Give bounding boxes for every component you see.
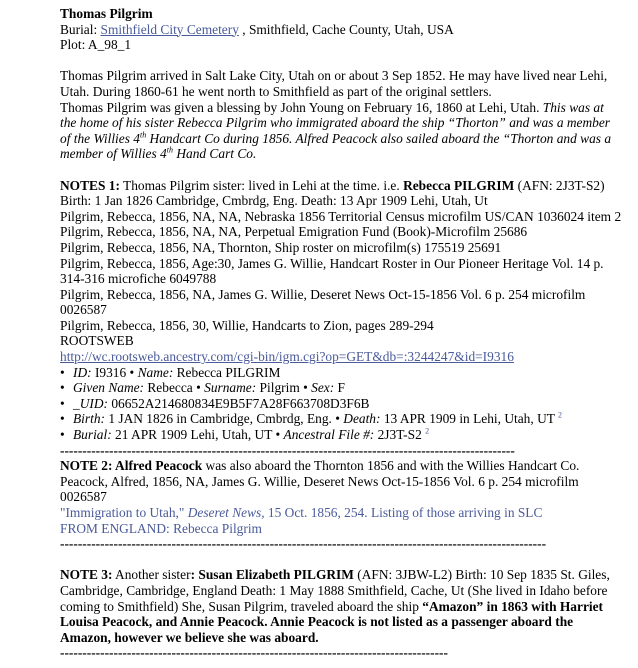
cemetery-link[interactable]: Smithfield City Cemetery: [100, 21, 239, 37]
field-label: Death:: [343, 411, 381, 427]
bio-text: member of Willies 4: [60, 146, 167, 162]
record-line: Pilgrim, Rebecca, 1856, NA, NA, Nebraska 1856 Territorial Census microfilm US/CAN 1036024 item 2: [60, 208, 622, 224]
record-line: Pilgrim, Rebecca, 1856, NA, Thornton, Ship roster on microfilm(s) 175519 25691: [60, 239, 502, 255]
field-label: Name:: [137, 364, 174, 380]
separator: ------------------------------------------------------------------------------------------------------: [60, 442, 515, 458]
bio-text: Thomas Pilgrim was given a blessing by John Young on February 16, 1860 at Lehi, Utah.: [60, 99, 543, 115]
note3-line: Amazon, however we believe she was aboard.: [60, 629, 319, 645]
note-name: : Susan Elizabeth PILGRIM: [190, 567, 354, 583]
rootsweb-link[interactable]: http://wc.rootsweb.ancestry.com/cgi-bin/igm.cgi?op=GET&db=:3244247&id=I9316: [60, 349, 514, 365]
record-line: 0026587: [60, 489, 107, 505]
citation-line: [60, 505, 630, 521]
note-text: coming to Smithfield) She, Susan Pilgrim, traveled aboard the ship: [60, 598, 423, 614]
note1-birth: Birth: 1 Jan 1826 Cambridge, Cmbrdg, Eng. Death: 13 Apr 1909 Lehi, Utah, Ut: [60, 193, 488, 209]
burial-location: , Smithfield, Cache County, Utah, USA: [238, 21, 454, 37]
note-text: (AFN: 3JBW-L2) Birth: 10 Sep 1835 St. Giles,: [353, 567, 610, 583]
footnote-link[interactable]: 2: [558, 410, 563, 420]
bio-line: [60, 131, 630, 147]
field-value: Pilgrim: [256, 380, 304, 396]
note-name: Rebecca PILGRIM: [403, 177, 515, 193]
list-item: • ID: I9316 • Name: Rebecca PILGRIM: [60, 364, 281, 380]
note-text: was also aboard the Thornton 1856 and with the Willies Handcart Co.: [202, 458, 580, 474]
list-item: • Birth: 1 JAN 1826 in Cambridge, Cmbrdg, Eng. • Death: 13 APR 1909 in Lehi, Utah, UT $^2$: [60, 410, 563, 427]
note-text: Another sister: [112, 567, 191, 583]
field-label: Sex:: [311, 380, 335, 396]
field-value: I9316: [91, 364, 130, 380]
record-line: 0026587: [60, 302, 107, 318]
note-label: NOTE 2: Alfred Peacock: [60, 458, 203, 474]
citation-line: FROM ENGLAND: Rebecca Pilgrim: [60, 520, 262, 536]
note-label: NOTES 1:: [60, 177, 120, 193]
list-item: • Given Name: Rebecca • Surname: Pilgrim • Sex: F: [60, 380, 345, 396]
note3-line: Cambridge, Cambridge, England Death: 1 May 1888 Smithfield, Cache, Ut (She lived in Idaho before: [60, 582, 608, 598]
field-value: Rebecca: [144, 380, 197, 396]
bio-line: the home of his sister Rebecca Pilgrim who immigrated aboard the ship “Thorton” and was a member: [60, 115, 610, 131]
field-value: 13 APR 1909 in Lehi, Utah, UT: [380, 411, 559, 427]
note-bold-text: “Amazon” in 1863 with Harriet: [422, 598, 604, 614]
field-label: Given Name:: [73, 380, 145, 396]
bio-italic-text: This was at: [542, 99, 604, 115]
note3-line: Louisa Peacock, and Annie Peacock. Annie Peacock is not listed as a passenger aboard the: [60, 614, 574, 630]
field-label: Surname:: [204, 380, 257, 396]
field-label: Burial:: [73, 427, 112, 443]
bio-line: [60, 146, 630, 162]
record-line: ROOTSWEB: [60, 333, 134, 349]
rootsweb-details: [60, 365, 630, 443]
field-value: 1 JAN 1826 in Cambridge, Cmbrdg, Eng.: [105, 411, 336, 427]
field-value: 21 APR 1909 Lehi, Utah, UT: [111, 427, 276, 443]
bio-text: of the Willies 4: [60, 130, 140, 146]
field-value: F: [334, 380, 345, 396]
field-label: ID:: [73, 364, 92, 380]
bio-text: Handcart Co during 1856. Alfred Peacock also sailed aboard the “Thorton and was a: [146, 130, 612, 146]
list-item: • Burial: 21 APR 1909 Lehi, Utah, UT • Ancestral File #: 2J3T-S2 $^2$: [60, 426, 430, 443]
burial-prefix: Burial:: [60, 21, 101, 37]
field-value: 06652A214680834E9B5F7A28F663708D3F6B: [107, 395, 370, 411]
field-label: _UID:: [73, 395, 108, 411]
field-value: Rebecca PILGRIM: [173, 364, 281, 380]
note-label: NOTE 3:: [60, 567, 113, 583]
record-line: Pilgrim, Rebecca, 1856, NA, James G. Willie, Deseret News Oct-15-1856 Vol. 6 p. 254 microfilm: [60, 286, 586, 302]
note2-heading: [60, 458, 630, 474]
field-value: 2J3T-S2: [374, 427, 426, 443]
record-line: Pilgrim, Rebecca, 1856, 30, Willie, Handcarts to Zion, pages 289-294: [60, 317, 434, 333]
bio-text: Hand Cart Co.: [172, 146, 257, 162]
record-line: Peacock, Alfred, 1856, NA, James G. Willie, Deseret News Oct-15-1856 Vol. 6 p. 254 microfilm: [60, 473, 579, 489]
citation-text: "Immigration to Utah,": [60, 505, 188, 520]
citation-source: Deseret News,: [187, 505, 265, 520]
plot-line: Plot: A_98_1: [60, 37, 132, 53]
burial-line: [60, 22, 630, 38]
person-name: Thomas Pilgrim: [60, 6, 153, 21]
citation-text: 15 Oct. 1856, 254. Listing of those arriving in SLC: [264, 505, 543, 520]
superscript: th: [139, 130, 147, 140]
separator: ---------------------------------------------------------------------------------------: [60, 645, 448, 661]
note3-heading: [60, 567, 630, 583]
note-afn: (AFN: 2J3T-S2): [514, 177, 605, 193]
field-label: Ancestral File #:: [283, 427, 375, 443]
list-item: • _UID: 06652A214680834E9B5F7A28F663708D3F6B: [60, 395, 370, 411]
note1-heading: [60, 178, 630, 194]
field-label: Birth:: [73, 411, 105, 427]
record-line: 314-316 microfiche 6049788: [60, 271, 217, 287]
note-text: Thomas Pilgrim sister: lived in Lehi at the time. i.e.: [119, 177, 404, 193]
record-line: Pilgrim, Rebecca, 1856, NA, NA, Perpetual Emigration Fund (Book)-Microfilm 25686: [60, 224, 528, 240]
superscript: th: [166, 145, 173, 155]
document: [60, 6, 630, 661]
bio-line: [60, 100, 630, 116]
separator: -------------------------------------------------------------------------------------------------------------: [60, 536, 547, 552]
bio-line: Thomas Pilgrim arrived in Salt Lake City, Utah on or about 3 Sep 1852. He may have lived near Lehi,: [60, 68, 608, 84]
bio-line: Utah. During 1860-61 he went north to Smithfield as part of the original settlers.: [60, 83, 492, 99]
note3-line: [60, 599, 630, 615]
footnote-link[interactable]: 2: [425, 426, 430, 436]
record-line: Pilgrim, Rebecca, 1856, Age:30, James G. Willie, Handcart Roster in Our Pioneer Heritage Vol. 14 p.: [60, 255, 604, 271]
